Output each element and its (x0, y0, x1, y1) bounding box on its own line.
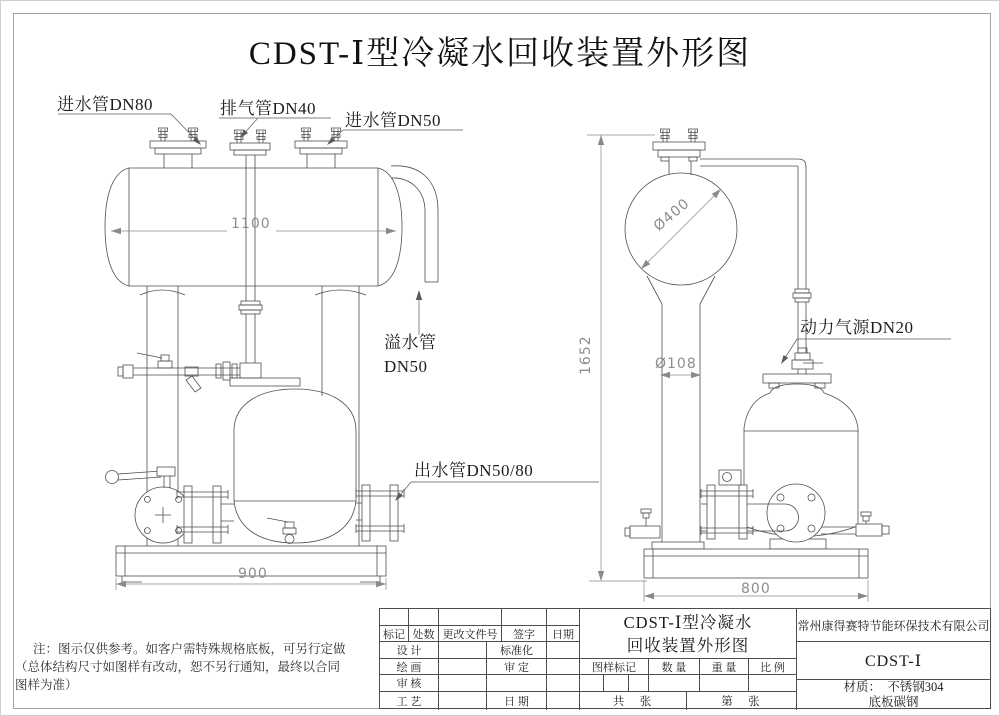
dim-front-base-width: 900 (238, 566, 268, 582)
tb-sheet-total: 共 张 (580, 692, 687, 710)
tb-empty-cell (649, 675, 700, 692)
side-view (625, 129, 889, 578)
tb-date: 日 期 (487, 692, 547, 710)
drawing-title: CDST-Ⅰ型冷凝水回收装置外形图 (248, 36, 752, 72)
tb-product-title (580, 609, 797, 659)
tb-spec-mark: 图样标记 (580, 659, 649, 675)
label-overflow-line2: DN50 (384, 357, 428, 376)
tb-product-title-line2: 回收装置外形图 (626, 635, 750, 655)
dim-column-diameter: Ø108 (655, 356, 697, 372)
tb-spec-scale: 比 例 (749, 659, 797, 675)
dim-overall-height: 1652 (578, 335, 594, 375)
tb-empty-cell (629, 675, 649, 692)
note-line-3: 图样为准） (15, 678, 78, 692)
leader-lines (58, 114, 951, 499)
tb-spec-qty: 数 量 (649, 659, 700, 675)
tb-rev-docno: 更改文件号 (439, 626, 502, 642)
tb-material-line2: 底板碳钢 (868, 695, 919, 709)
tb-design: 设 计 (380, 642, 439, 659)
label-inlet-dn50: 进水管DN50 (345, 111, 442, 130)
tb-check: 审 核 (380, 675, 439, 692)
tb-material-line1: 材质： 不锈钢304 (843, 680, 944, 694)
tb-rev-sign: 签字 (502, 626, 547, 642)
dim-side-base-width: 800 (741, 581, 771, 597)
note-line-1: 注：图示仅供参考。如客户需特殊规格底板，可另行定做 (33, 642, 346, 656)
tb-material (797, 680, 990, 710)
tb-rev-count: 处数 (409, 626, 439, 642)
tb-empty-cell (580, 675, 604, 692)
tb-rev-mark: 标记 (380, 626, 409, 642)
tb-standardize: 标准化 (487, 642, 547, 659)
tb-approve: 审 定 (487, 659, 547, 675)
label-inlet-dn80: 进水管DN80 (57, 95, 154, 114)
tb-draw: 绘 画 (380, 659, 439, 675)
title-block (379, 608, 991, 709)
tb-model: CDST-Ⅰ (797, 642, 990, 680)
tb-spec-weight: 重 量 (700, 659, 749, 675)
label-vent-dn40: 排气管DN40 (220, 99, 317, 118)
tb-company: 常州康得赛特节能环保技术有限公司 (797, 609, 990, 642)
tb-empty-cell (749, 675, 797, 692)
label-outlet-dn50-80: 出水管DN50/80 (414, 461, 534, 480)
tb-empty-cell (409, 609, 439, 626)
reference-note (15, 640, 387, 694)
tb-process: 工 艺 (380, 692, 439, 710)
tb-empty-cell (547, 675, 580, 692)
tb-empty-cell (547, 609, 580, 626)
tb-empty-cell (604, 675, 629, 692)
tb-empty-cell (439, 692, 487, 710)
label-overflow-line1: 溢水管 (384, 333, 437, 352)
tb-sheet-number: 第 张 (687, 692, 797, 710)
tb-rev-date: 日期 (547, 626, 580, 642)
tb-empty-cell (439, 609, 502, 626)
dim-tank-diameter: Ø400 (650, 195, 694, 235)
tb-empty-cell (547, 659, 580, 675)
tb-empty-cell (547, 642, 580, 659)
dim-tank-length: 1100 (231, 216, 271, 232)
tb-empty-cell (439, 659, 487, 675)
tb-empty-cell (439, 642, 487, 659)
tb-empty-cell (502, 609, 547, 626)
tb-empty-cell (700, 675, 749, 692)
note-line-2: （总体结构尺寸如图样有改动，恕不另行通知，最终以合同 (15, 660, 341, 674)
tb-empty-cell (547, 692, 580, 710)
tb-empty-cell (380, 609, 409, 626)
tb-empty-cell (439, 675, 487, 692)
label-air-supply-dn20: 动力气源DN20 (800, 318, 914, 337)
tb-empty-cell (487, 675, 547, 692)
tb-product-title-line1: CDST-Ⅰ型冷凝水 (623, 612, 753, 632)
label-overflow-dn50 (384, 331, 437, 379)
leader-arrows (193, 130, 788, 502)
